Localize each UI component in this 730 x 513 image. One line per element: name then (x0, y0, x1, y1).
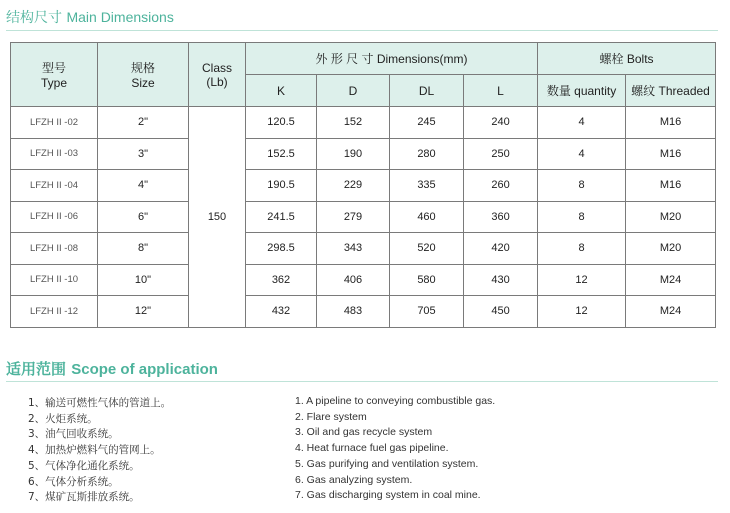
cell-l: 420 (464, 233, 538, 265)
cell-d: 279 (317, 201, 390, 233)
cell-dl: 705 (390, 296, 464, 328)
cell-size: 8" (98, 233, 189, 265)
header-quantity: 数量 quantity (538, 75, 626, 107)
cell-k: 152.5 (246, 138, 317, 170)
list-item: 7、煤矿瓦斯排放系统。 (28, 491, 140, 504)
header-k: K (246, 75, 317, 107)
cell-type: LFZH II -08 (11, 233, 98, 265)
cell-dl: 460 (390, 201, 464, 233)
cell-d: 483 (317, 296, 390, 328)
list-item: 5、气体净化通化系统。 (28, 459, 140, 472)
cell-type: LFZH II -12 (11, 296, 98, 328)
cell-quantity: 4 (538, 138, 626, 170)
list-item: 2、火炬系统。 (28, 412, 98, 425)
cell-d: 343 (317, 233, 390, 265)
table-row (11, 264, 716, 296)
cell-thread: M16 (626, 107, 716, 139)
list-item: 3. Oil and gas recycle system (295, 426, 433, 439)
header-size: 规格 Size (98, 43, 189, 107)
table-row (11, 107, 716, 139)
header-class: Class (Lb) (189, 43, 246, 107)
cell-thread: M20 (626, 233, 716, 265)
cell-l: 450 (464, 296, 538, 328)
cell-size: 10" (98, 264, 189, 296)
cell-k: 120.5 (246, 107, 317, 139)
cell-d: 190 (317, 138, 390, 170)
cell-quantity: 8 (538, 170, 626, 202)
list-item: 5. Gas purifying and ventilation system. (295, 457, 479, 470)
dimensions-table (10, 42, 716, 328)
cell-dl: 245 (390, 107, 464, 139)
cell-l: 250 (464, 138, 538, 170)
header-bolts-group: 螺栓 Bolts (538, 43, 716, 75)
cell-quantity: 12 (538, 264, 626, 296)
cell-dl: 520 (390, 233, 464, 265)
cell-l: 360 (464, 201, 538, 233)
cell-dl: 335 (390, 170, 464, 202)
table-row (11, 170, 716, 202)
main-dimensions-title (6, 7, 174, 27)
cell-dl: 280 (390, 138, 464, 170)
cell-l: 430 (464, 264, 538, 296)
header-dimensions-group: 外 形 尺 寸 Dimensions(mm) (246, 43, 538, 75)
main-dimensions-title-cn: 结构尺寸 (6, 10, 62, 26)
section-divider (6, 30, 718, 31)
header-threaded: 螺纹 Threaded (626, 75, 716, 107)
cell-type: LFZH II -02 (11, 107, 98, 139)
cell-k: 298.5 (246, 233, 317, 265)
list-item: 2. Flare system (295, 410, 367, 423)
table-row (11, 201, 716, 233)
cell-size: 6" (98, 201, 189, 233)
list-item: 1. A pipeline to conveying combustible gas. (295, 395, 496, 407)
cell-dl: 580 (390, 264, 464, 296)
cell-quantity: 4 (538, 107, 626, 139)
table-row (11, 296, 716, 328)
cell-k: 432 (246, 296, 317, 328)
cell-class: 150 (189, 107, 246, 328)
cell-d: 229 (317, 170, 390, 202)
table-row (11, 233, 716, 265)
cell-size: 12" (98, 296, 189, 328)
list-item: 7. Gas discharging system in coal mine. (295, 489, 481, 502)
cell-quantity: 12 (538, 296, 626, 328)
cell-thread: M24 (626, 296, 716, 328)
cell-thread: M16 (626, 170, 716, 202)
cell-d: 406 (317, 264, 390, 296)
cell-d: 152 (317, 107, 390, 139)
header-d: D (317, 75, 390, 107)
list-item: 6. Gas analyzing system. (295, 473, 413, 486)
cell-thread: M16 (626, 138, 716, 170)
list-item: 6、气体分析系统。 (28, 475, 119, 488)
cell-k: 190.5 (246, 170, 317, 202)
cell-size: 2" (98, 107, 189, 139)
scope-list-cn (28, 396, 171, 506)
list-item: 3、油气回收系统。 (28, 428, 119, 441)
cell-quantity: 8 (538, 233, 626, 265)
header-type: 型号 Type (11, 43, 98, 107)
cell-thread: M24 (626, 264, 716, 296)
cell-size: 3" (98, 138, 189, 170)
cell-size: 4" (98, 170, 189, 202)
cell-k: 241.5 (246, 201, 317, 233)
header-l: L (464, 75, 538, 107)
section-divider (6, 381, 718, 382)
header-dl: DL (390, 75, 464, 107)
cell-k: 362 (246, 264, 317, 296)
scope-title (6, 358, 218, 379)
scope-title-en: Scope of application (71, 361, 218, 378)
cell-thread: M20 (626, 201, 716, 233)
cell-type: LFZH II -10 (11, 264, 98, 296)
cell-type: LFZH II -03 (11, 138, 98, 170)
list-item: 4、加热炉燃料气的管网上。 (28, 444, 161, 457)
scope-list-en (295, 394, 495, 504)
cell-type: LFZH II -06 (11, 201, 98, 233)
scope-title-cn: 适用范围 (6, 360, 67, 378)
cell-l: 260 (464, 170, 538, 202)
main-dimensions-title-en: Main Dimensions (66, 9, 174, 25)
list-item: 1、输送可燃性气体的管道上。 (28, 397, 172, 409)
cell-quantity: 8 (538, 201, 626, 233)
list-item: 4. Heat furnace fuel gas pipeline. (295, 442, 449, 455)
cell-l: 240 (464, 107, 538, 139)
cell-type: LFZH II -04 (11, 170, 98, 202)
table-row (11, 138, 716, 170)
